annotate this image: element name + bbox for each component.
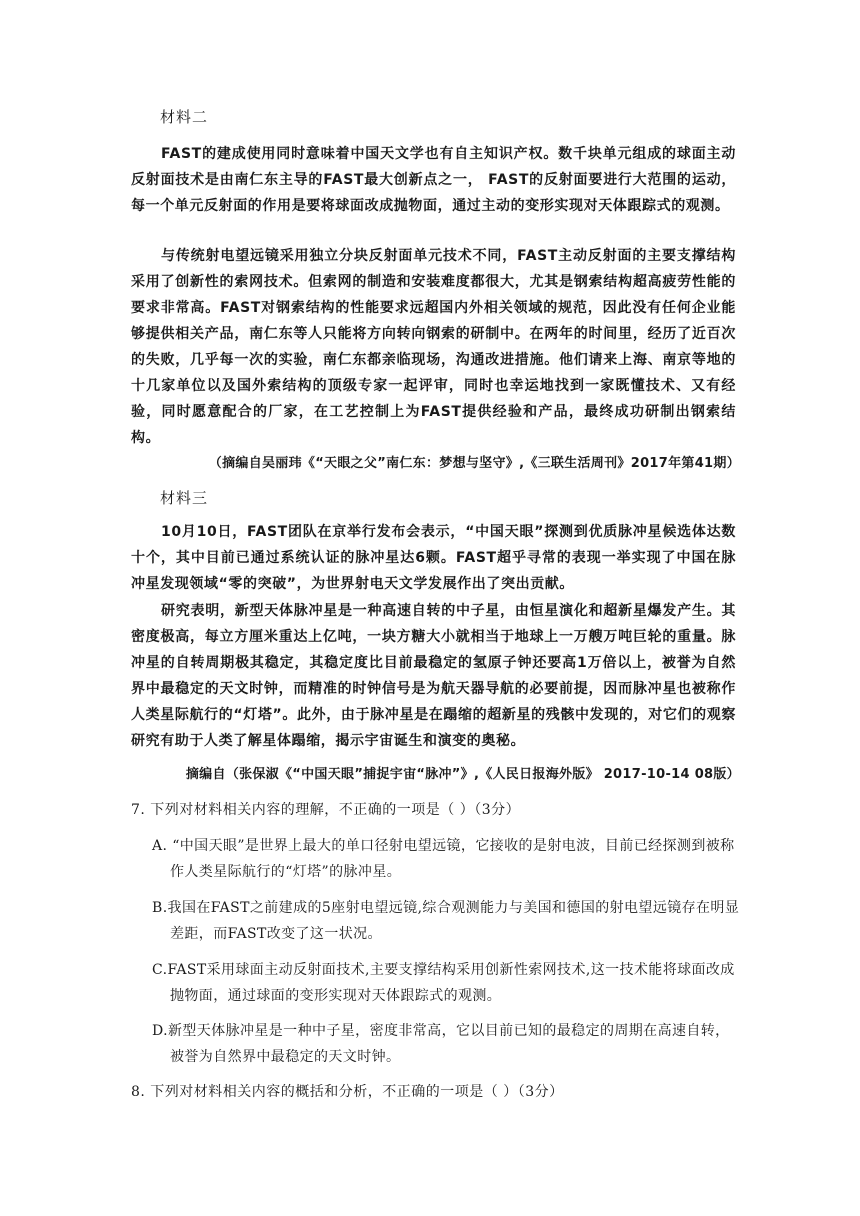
material-2-paragraph-1: FAST的建成使用同时意味着中国天文学也有自主知识产权。数千块单元组成的球面主动反射面技术是由南仁东主导的FAST最大创新点之一， FAST的反射面要进行大范围的运动，每一个单元反射面的作用是要将球面改成抛物面，通过主动的变形实现对天体跟踪式的观测。: [131, 146, 736, 214]
question-7-stem: 7. 下列对材料相关内容的理解，不正确的一项是（ ）（3分）: [131, 802, 521, 818]
question-7-option-c[interactable]: C.FAST采用球面主动反射面技术,主要支撑结构采用创新性索网技术,这一技术能将球面改成抛物面，通过球面的变形实现对天体跟踪式的观测。: [152, 962, 735, 1004]
question-7-option-b[interactable]: B.我国在FAST之前建成的5座射电望远镜,综合观测能力与美国和德国的射电望远镜存在明显差距，而FAST改变了这一状况。: [152, 900, 740, 942]
material-3-source: 摘编自（张保淑《“中国天眼”捕捉宇宙“脉冲”》,《人民日报海外版》 2017-10-14 08版）: [185, 767, 740, 782]
question-7-option-d[interactable]: D.新型天体脉冲星是一种中子星，密度非常高，它以目前已知的最稳定的周期在高速自转，被誉为自然界中最稳定的天文时钟。: [152, 1023, 730, 1065]
material-3-heading: 材料三: [160, 489, 209, 507]
material-2-paragraph-2: 与传统射电望远镜采用独立分块反射面单元技术不同，FAST主动反射面的主要支撑结构采用了创新性的索网技术。但索网的制造和安装难度都很大，尤其是钢索结构超高疲劳性能的要求非常高。FAST对钢索结构的性能要求远超国内外相关领域的规范，因此没有任何企业能够提供相关产品，南仁东等人只能将方向转向钢索的研制中。在两年的时间里，经历了近百次的失败，几乎每一次的实验，南仁东都亲临现场，沟通改进措施。他们请来上海、南京等地的十几家单位以及国外索结构的顶级专家一起评审，同时也幸运地找到一家既懂技术、又有经验，同时愿意配合的厂家，在工艺控制上为FAST提供经验和产品，最终成功研制出钢索结构。: [131, 248, 736, 446]
material-2-heading: 材料二: [160, 108, 209, 126]
material-2-source: （摘编自吴丽玮《“天眼之父”南仁东：梦想与坚守》,《三联生活周刊》2017年第41期）: [208, 456, 740, 471]
material-3-paragraph-2: 研究表明，新型天体脉冲星是一种高速自转的中子星，由恒星演化和超新星爆发产生。其密度极高，每立方厘米重达上亿吨，一块方糖大小就相当于地球上一万艘万吨巨轮的重量。脉冲星的自转周期极其稳定，其稳定度比目前最稳定的氢原子钟还要高1万倍以上，被誉为自然界中最稳定的天文时钟，而精准的时钟信号是为航天器导航的必要前提，因而脉冲星也被称作人类星际航行的“灯塔”。此外，由于脉冲星是在蹋缩的超新星的残骸中发现的，对它们的观察研究有助于人类了解星体蹋缩，揭示宇宙诞生和演变的奥秘。: [131, 603, 736, 749]
question-7-option-a[interactable]: A. “中国天眼”是世界上最大的单口径射电望远镜，它接收的是射电波，目前已经探测到被称作人类星际航行的“灯塔”的脉冲星。: [152, 838, 735, 880]
material-3-paragraph-1: 10月10日，FAST团队在京举行发布会表示，“中国天眼”探测到优质脉冲星候选体达数十个，其中目前已通过系统认证的脉冲星达6颗。FAST超乎寻常的表现一举实现了中国在脉冲星发现领域“零的突破”，为世界射电天文学发展作出了突出贡献。: [131, 524, 736, 592]
question-8-stem: 8. 下列对材料相关内容的概括和分析，不正确的一项是（ ）（3分）: [131, 1084, 564, 1100]
